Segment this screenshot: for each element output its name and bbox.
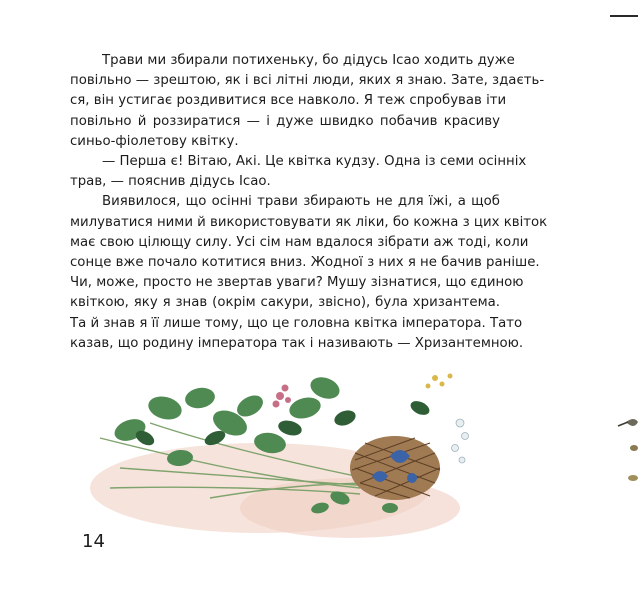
text-line: повільно й роззиратися — і дуже швидко побачив красиву	[70, 113, 500, 129]
text-line: квіткою, яку я знав (окрім сакури, звісно), була хризантема.	[70, 295, 500, 311]
botanical-basket-illustration	[90, 368, 510, 548]
text-line: Чи, може, просто не звертав уваги? Мушу зізнатися, що єдиною	[70, 275, 524, 291]
white-flowers	[452, 419, 469, 463]
text-line: має свою цілющу силу. Усі сім нам вдалося зібрати аж тоді, коли	[70, 234, 529, 250]
text-line: милуватися ними й використовувати як ліки, бо кожна з цих квіток	[70, 214, 548, 230]
yellow-flowers	[426, 374, 453, 389]
paragraph-1	[86, 51, 515, 71]
text-line: сонце вже почало котитися вниз. Жодної з них я не бачив раніше.	[70, 255, 540, 271]
text-line: синьо-фіолетову квітку.	[70, 133, 239, 149]
text-line: казав, що родину імператора так і називають — Хризантемною.	[70, 335, 524, 351]
pink-flowers	[273, 385, 292, 408]
text-line: Та й знав я її лише тому, що це головна квітка імператора. Тато	[70, 315, 523, 331]
text-line: — Перша є! Вітаю, Акі. Це квітка кудзу. Одна із семи осінніх	[102, 154, 527, 170]
woven-basket	[350, 436, 440, 500]
text-line: Виявилося, що осінні трави збирають не для їжі, а щоб	[102, 194, 500, 210]
text-line: повільно — зрештою, як і всі літні люди, яких я знаю. Зате, здаєть-	[70, 73, 545, 89]
text-line: ся, він устигає роздивитися все навколо. Я теж спробував іти	[70, 93, 507, 109]
text-line: трав, — пояснив дідусь Ісао.	[70, 174, 271, 190]
side-illustration-fragment	[608, 400, 638, 490]
paragraph-3	[86, 192, 500, 212]
top-rule-divider	[610, 15, 638, 17]
story-text	[70, 51, 548, 354]
paragraph-2	[86, 152, 527, 172]
page-number: 14	[82, 531, 105, 552]
text-line: Трави ми збирали потихеньку, бо дідусь Ісао ходить дуже	[102, 53, 515, 68]
